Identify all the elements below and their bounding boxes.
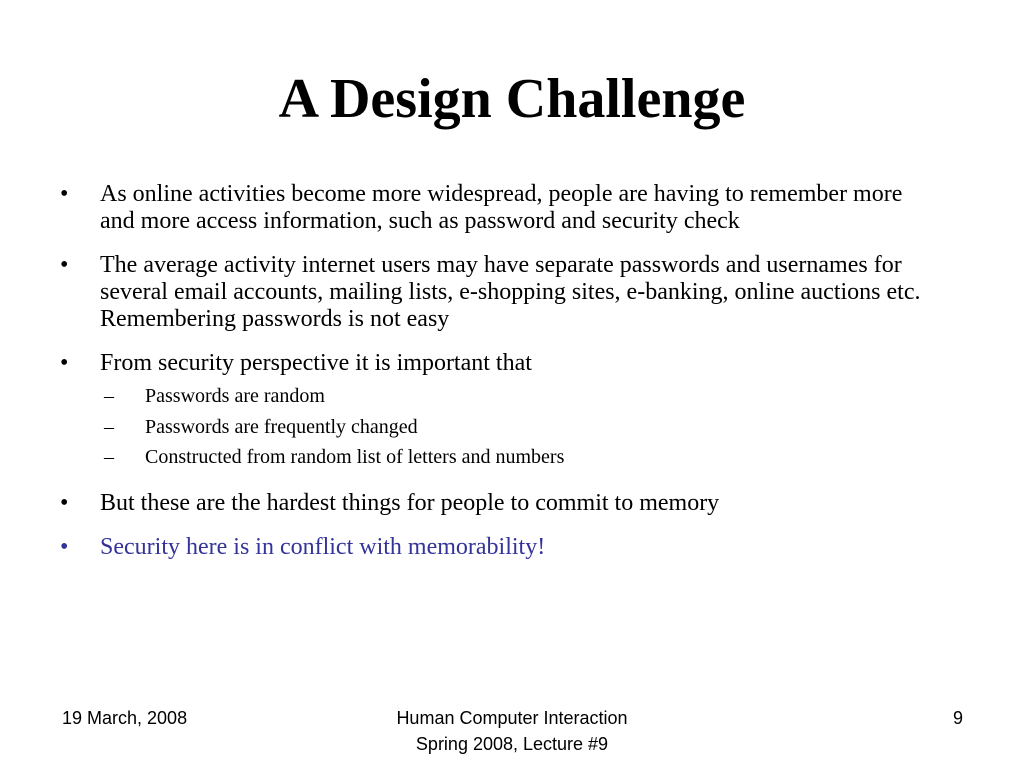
sub-bullet-marker: – bbox=[104, 385, 114, 407]
footer-course-line2: Spring 2008, Lecture #9 bbox=[415, 734, 609, 754]
slide-title: A Design Challenge bbox=[278, 68, 746, 130]
bullet-item bbox=[0, 350, 1024, 473]
bullet-text: The average activity internet users may have separate passwords and usernames for several email accounts, mailing lists, e-shopping sites, e-banking, online auctions etc. Remembering passwords is not easy bbox=[100, 252, 921, 332]
bullet-marker: • bbox=[60, 252, 69, 278]
sub-bullet-list bbox=[100, 381, 924, 473]
sub-bullet-item bbox=[100, 381, 924, 412]
bullet-text: Security here is in conflict with memorability! bbox=[100, 533, 546, 560]
sub-bullet-marker: – bbox=[104, 415, 114, 438]
sub-bullet-text: Constructed from random list of letters and numbers bbox=[145, 446, 565, 468]
footer-course bbox=[312, 705, 712, 757]
bullet-marker: • bbox=[60, 181, 69, 207]
sub-bullet-text: Passwords are random bbox=[145, 385, 325, 407]
bullet-text: But these are the hardest things for people to commit to memory bbox=[100, 489, 720, 516]
footer-date: 19 March, 2008 bbox=[62, 708, 188, 728]
bullet-item bbox=[0, 252, 1024, 333]
bullet-marker: • bbox=[60, 533, 69, 560]
bullet-marker: • bbox=[60, 489, 69, 516]
bullet-item-highlight bbox=[0, 534, 1024, 561]
bullet-list bbox=[0, 181, 1024, 578]
sub-bullet-marker: – bbox=[104, 446, 114, 468]
bullet-marker: • bbox=[60, 350, 69, 376]
bullet-item bbox=[0, 490, 1024, 517]
bullet-text: As online activities become more widespread, people are having to remember more and more access information, such as password and security check bbox=[100, 181, 903, 234]
bullet-text: From security perspective it is important that bbox=[100, 350, 532, 376]
sub-bullet-item bbox=[100, 442, 924, 473]
sub-bullet-text: Passwords are frequently changed bbox=[145, 415, 418, 438]
sub-bullet-item bbox=[100, 412, 924, 443]
bullet-item bbox=[0, 181, 1024, 235]
page-number: 9 bbox=[952, 708, 963, 728]
footer-course-line1: Human Computer Interaction bbox=[396, 708, 628, 728]
